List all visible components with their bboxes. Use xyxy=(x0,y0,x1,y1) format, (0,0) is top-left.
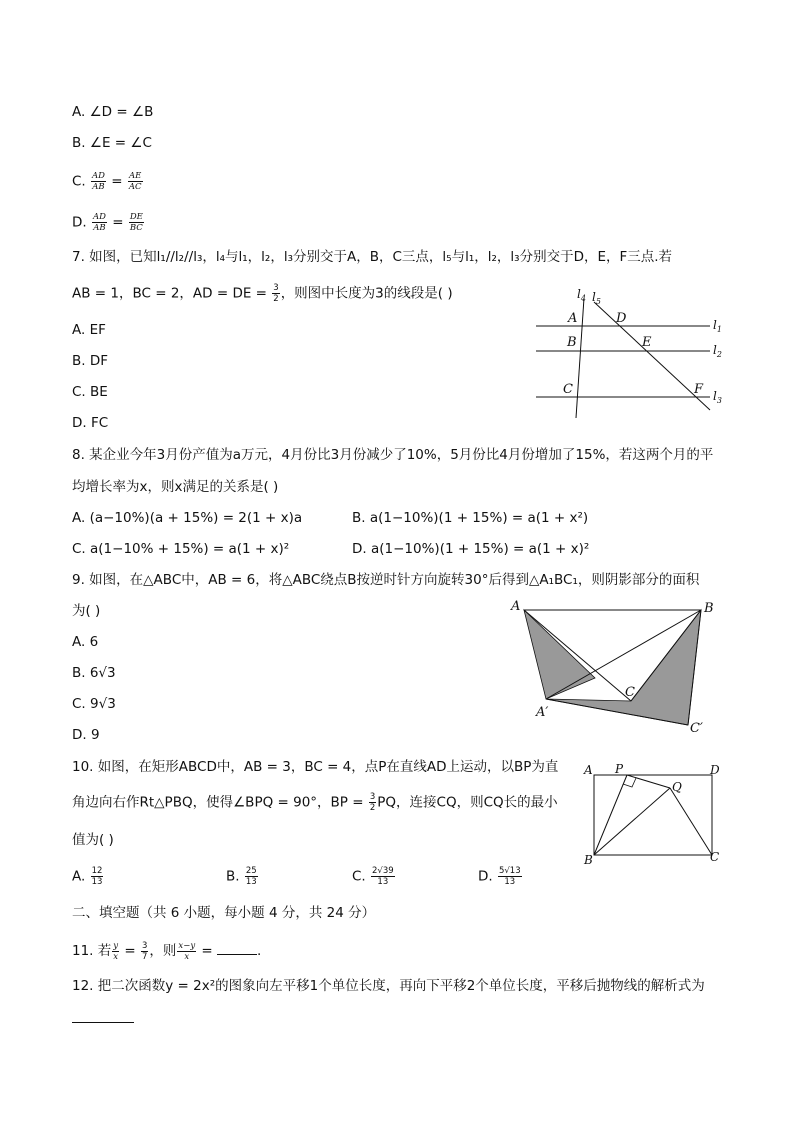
frac-num: 3 xyxy=(273,283,279,293)
frac-den: 2 xyxy=(369,803,376,813)
label-A: A xyxy=(584,763,593,777)
label-C: C xyxy=(625,685,635,700)
frac-den: 7 xyxy=(141,951,148,962)
q9-stem-line2: 为( ) xyxy=(72,603,101,619)
frac-den: 13 xyxy=(504,877,516,887)
label-A: A xyxy=(568,311,578,326)
fraction xyxy=(129,212,144,233)
q6-option-c xyxy=(72,171,144,192)
frac-num: AD xyxy=(92,171,105,181)
section-heading: 二、填空题（共 6 小题，每小题 4 分，共 24 分） xyxy=(72,905,376,921)
answer-blank[interactable] xyxy=(72,1022,134,1023)
q7-stem-line1: 7. 如图，已知l₁//l₂//l₃，l₄与l₁，l₂，l₃分别交于A，B，C三点，l₅与l₁，l₂，l₃分别交于D，E，F三点.若 xyxy=(72,249,673,265)
frac-num: y xyxy=(113,940,119,951)
label-P: P xyxy=(615,762,624,776)
fraction xyxy=(91,171,106,192)
segment-BQ xyxy=(594,788,670,855)
q10-stem-text: PQ，连接CQ，则CQ长的最小 xyxy=(377,794,558,811)
q8-stem-line2: 均增长率为x，则x满足的关系是( ) xyxy=(72,479,279,495)
fraction xyxy=(177,941,196,962)
frac-den: 13 xyxy=(91,877,103,887)
q7-figure xyxy=(530,284,730,424)
label-B: B xyxy=(704,601,714,616)
label-l3: $l_3$ xyxy=(713,389,722,405)
q12-stem-line1: 12. 把二次函数y = 2x²的图象向左平移1个单位长度，再向下平移2个单位长度，平移后抛物线的解析式为 xyxy=(72,978,705,994)
q10-option-b xyxy=(226,866,259,887)
q10-stem-text: 角边向右作Rt△PBQ，使得∠BPQ = 90°，BP = xyxy=(72,794,368,811)
q7-stem-text: ，则图中长度为3的线段是( ) xyxy=(280,285,453,302)
frac-den: x xyxy=(184,951,190,962)
option-label: D. xyxy=(478,868,493,885)
fraction xyxy=(498,866,522,887)
frac-num: 3 xyxy=(369,792,376,802)
q6-option-b: B. ∠E = ∠C xyxy=(72,135,152,151)
frac-den: AB xyxy=(93,223,106,233)
q7-stem-line2 xyxy=(72,283,453,304)
q6-option-d xyxy=(72,212,145,233)
q10-option-a xyxy=(72,866,104,887)
option-label: A. xyxy=(72,868,86,885)
q11-text: = xyxy=(197,943,218,959)
q8-option-a: A. (a−10%)(a + 15%) = 2(1 + x)a xyxy=(72,510,303,526)
q7-option-c: C. BE xyxy=(72,384,108,400)
segment-BP xyxy=(594,775,627,855)
fraction xyxy=(369,792,376,813)
label-l2: $l_2$ xyxy=(713,343,722,359)
fraction xyxy=(112,941,119,962)
label-B: B xyxy=(584,853,593,867)
label-l1: $l_1$ xyxy=(713,318,722,334)
segment-QC xyxy=(670,788,712,855)
frac-num: AE xyxy=(129,171,142,181)
label-B: B xyxy=(567,335,577,350)
frac-num: 2√39 xyxy=(372,866,394,876)
q9-option-a: A. 6 xyxy=(72,634,99,650)
frac-num: DE xyxy=(129,212,143,222)
frac-den: 2 xyxy=(273,294,279,304)
equals: = xyxy=(112,214,124,231)
label-E: E xyxy=(642,335,652,350)
q7-option-d: D. FC xyxy=(72,415,109,431)
fraction xyxy=(92,212,107,233)
q9-option-c: C. 9√3 xyxy=(72,696,116,712)
q8-option-c: C. a(1−10% + 15%) = a(1 + x)² xyxy=(72,541,290,557)
label-D: D xyxy=(616,311,627,326)
q7-stem-text: AB = 1，BC = 2，AD = DE = xyxy=(72,285,272,302)
frac-num: 12 xyxy=(91,866,103,876)
q9-stem-line1: 9. 如图，在△ABC中，AB = 6，将△ABC绕点B按逆时针方向旋转30°后得到△A₁BC₁，则阴影部分的面积 xyxy=(72,572,700,588)
label-A1: A′ xyxy=(536,705,549,720)
q10-stem-line3: 值为( ) xyxy=(72,832,114,848)
q8-option-b: B. a(1−10%)(1 + 15%) = a(1 + x²) xyxy=(352,510,589,526)
option-label: D. xyxy=(72,214,87,231)
fraction xyxy=(245,866,258,887)
q10-figure xyxy=(578,758,728,868)
fraction xyxy=(91,866,104,887)
segment-PQ xyxy=(627,775,670,788)
fraction xyxy=(128,171,143,192)
q10-option-c xyxy=(352,866,396,887)
frac-num: 5√13 xyxy=(498,866,521,876)
label-l5: $l_5$ xyxy=(592,290,601,306)
line-l5 xyxy=(594,302,710,410)
q10-stem-line1: 10. 如图，在矩形ABCD中，AB = 3，BC = 4，点P在直线AD上运动，以BP为直 xyxy=(72,759,559,775)
option-label: B. xyxy=(226,868,240,885)
frac-num: AD xyxy=(92,212,106,222)
fraction xyxy=(272,283,279,304)
label-l4: $l_4$ xyxy=(577,287,586,303)
option-label: C. xyxy=(352,868,366,885)
q7-option-b: B. DF xyxy=(72,353,109,369)
q11-text: ，则 xyxy=(149,943,177,959)
option-label: C. xyxy=(72,173,86,190)
q11-text: . xyxy=(257,943,262,959)
frac-num: x−y xyxy=(178,940,196,951)
label-Q: Q xyxy=(672,780,682,794)
fraction xyxy=(141,941,148,962)
fraction xyxy=(371,866,395,887)
label-D: D xyxy=(710,763,720,777)
frac-den: x xyxy=(113,951,119,962)
frac-den: 13 xyxy=(377,877,389,887)
q7-option-a: A. EF xyxy=(72,322,106,338)
label-C: C xyxy=(563,382,573,397)
q9-option-b: B. 6√3 xyxy=(72,665,116,681)
frac-num: 3 xyxy=(141,940,148,951)
frac-den: AB xyxy=(92,182,105,192)
label-C1: C′ xyxy=(690,721,703,736)
q11-text: 11. 若 xyxy=(72,943,112,959)
label-A: A xyxy=(511,599,521,614)
shaded-region-left xyxy=(524,610,595,699)
equals: = xyxy=(111,173,123,190)
rectangle-ABCD xyxy=(594,775,712,855)
frac-den: BC xyxy=(129,223,143,233)
q11-text: = xyxy=(120,943,140,959)
q8-option-d: D. a(1−10%)(1 + 15%) = a(1 + x)² xyxy=(352,541,590,557)
frac-den: 13 xyxy=(245,877,257,887)
q11-stem xyxy=(72,940,261,962)
q8-stem-line1: 8. 某企业今年3月份产值为a万元，4月份比3月份减少了10%，5月份比4月份增加了15%，若这两个月的平 xyxy=(72,447,714,463)
label-C: C xyxy=(710,850,720,864)
label-F: F xyxy=(694,382,704,397)
frac-num: 25 xyxy=(245,866,257,876)
q9-figure xyxy=(505,598,730,738)
q10-option-d xyxy=(478,866,523,887)
q9-option-d: D. 9 xyxy=(72,727,100,743)
answer-blank[interactable] xyxy=(217,940,257,955)
q6-option-a: A. ∠D = ∠B xyxy=(72,104,154,120)
frac-den: AC xyxy=(128,182,142,192)
q10-stem-line2 xyxy=(72,792,558,813)
